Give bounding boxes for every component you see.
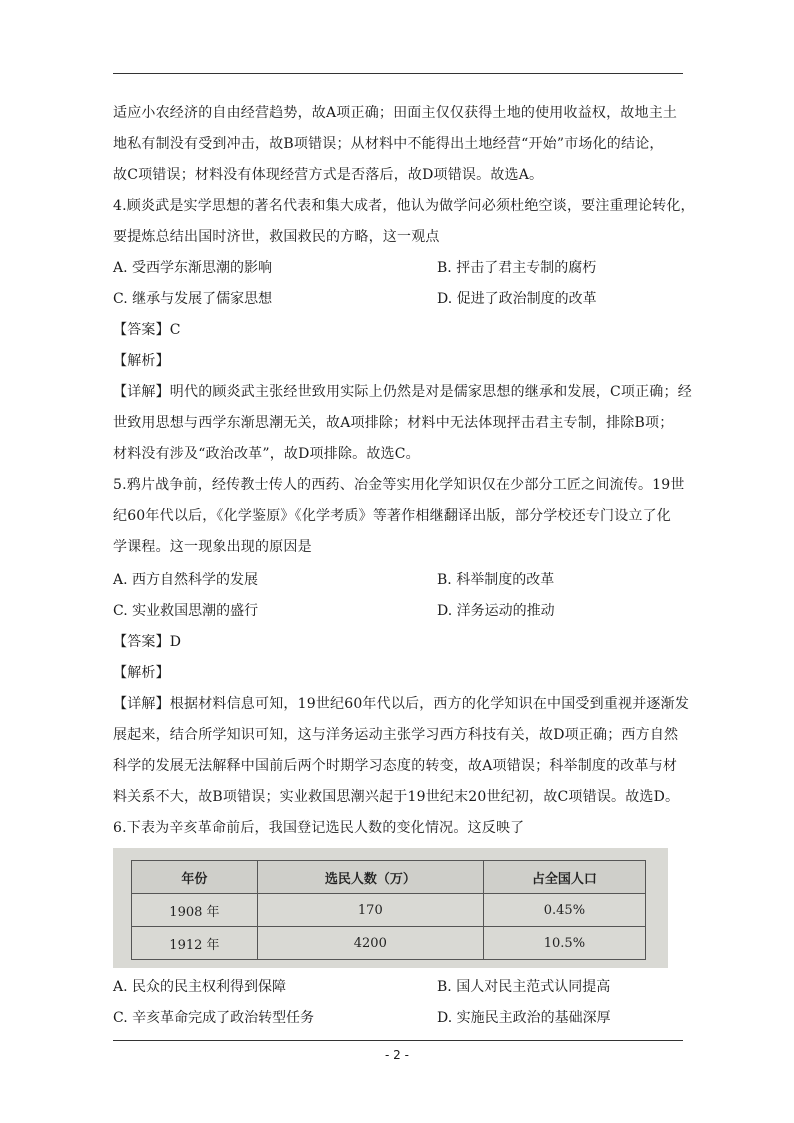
q5-option-d: D. 洋务运动的推动	[437, 603, 555, 619]
table-header: 占全国人口	[483, 861, 645, 894]
table-row	[132, 927, 646, 960]
q5-explanation: 科学的发展无法解释中国前后两个时期学习态度的转变，故A项错误；科举制度的改革与材	[113, 758, 678, 774]
q4-explanation: 世致用思想与西学东渐思潮无关，故A项排除；材料中无法体现抨击君主专制，排除B项；	[113, 415, 674, 431]
q5-answer: 【答案】D	[113, 634, 182, 650]
q4-option-c: C. 继承与发展了儒家思想	[113, 291, 273, 307]
question-5-stem: 5.鸦片战争前，经传教士传人的西药、冶金等实用化学知识仅在少部分工匠之间流传。19世	[113, 477, 685, 493]
question-6-stem: 6.下表为辛亥革命前后，我国登记选民人数的变化情况。这反映了	[113, 820, 525, 836]
text-line: 适应小农经济的自由经营趋势，故A项正确；田面主仅仅获得土地的使用收益权，故地主土	[113, 105, 678, 121]
page-number: - 2 -	[385, 1048, 409, 1062]
q5-option-a: A. 西方自然科学的发展	[113, 572, 259, 588]
q4-explanation: 【详解】明代的顾炎武主张经世致用实际上仍然是对是儒家思想的继承和发展，C项正确；经	[113, 384, 692, 400]
question-5-stem: 纪60年代以后，《化学鉴原》《化学考质》等著作相继翻译出版，部分学校还专门设立了化	[113, 508, 672, 524]
q5-option-b: B. 科举制度的改革	[437, 572, 555, 588]
question-4-stem: 要提炼总结出国时济世，救国救民的方略，这一观点	[113, 229, 440, 245]
q5-explanation: 【详解】根据材料信息可知，19世纪60年代以后，西方的化学知识在中国受到重视并逐渐发	[113, 696, 690, 712]
q4-option-a: A. 受西学东渐思潮的影响	[113, 260, 273, 276]
table-cell: 170	[257, 894, 483, 927]
q4-option-b: B. 抨击了君主专制的腐朽	[437, 260, 597, 276]
q5-explanation: 料关系不大，故B项错误；实业救国思潮兴起于19世纪末20世纪初，故C项错误。故选D。	[113, 789, 680, 805]
q4-analysis-heading: 【解析】	[113, 353, 170, 369]
footer-rule	[113, 1040, 683, 1041]
q4-answer: 【答案】C	[113, 322, 181, 338]
table-cell: 0.45%	[483, 894, 645, 927]
table-cell: 1908 年	[132, 894, 258, 927]
table-cell: 1912 年	[132, 927, 258, 960]
q6-option-c: C. 辛亥革命完成了政治转型任务	[113, 1010, 315, 1026]
q6-option-b: B. 国人对民主范式认同提高	[437, 979, 611, 995]
q4-explanation: 材料没有涉及“政治改革”，故D项排除。故选C。	[113, 446, 420, 462]
q6-option-d: D. 实施民主政治的基础深厚	[437, 1010, 611, 1026]
table-cell: 10.5%	[483, 927, 645, 960]
q5-analysis-heading: 【解析】	[113, 665, 170, 681]
text-line: 故C项错误；材料没有体现经营方式是否落后，故D项错误。故选A。	[113, 167, 544, 183]
header-rule	[113, 73, 683, 74]
q4-option-d: D. 促进了政治制度的改革	[437, 291, 597, 307]
question-4-stem: 4.顾炎武是实学思想的著名代表和集大成者，他认为做学问必须杜绝空谈，要注重理论转化，	[113, 198, 695, 214]
q6-option-a: A. 民众的民主权利得到保障	[113, 979, 287, 995]
table-header: 选民人数（万）	[257, 861, 483, 894]
q5-explanation: 展起来，结合所学知识可知，这与洋务运动主张学习西方科技有关，故D项正确；西方自然	[113, 727, 679, 743]
q5-option-c: C. 实业救国思潮的盛行	[113, 603, 259, 619]
table-header: 年份	[132, 861, 258, 894]
voter-table-photo	[113, 848, 668, 968]
text-line: 地私有制没有受到冲击，故B项错误；从材料中不能得出土地经营“开始”市场化的结论，	[113, 136, 664, 152]
voter-table	[131, 860, 646, 960]
table-cell: 4200	[257, 927, 483, 960]
table-row	[132, 894, 646, 927]
question-5-stem: 学课程。这一现象出现的原因是	[113, 539, 312, 555]
